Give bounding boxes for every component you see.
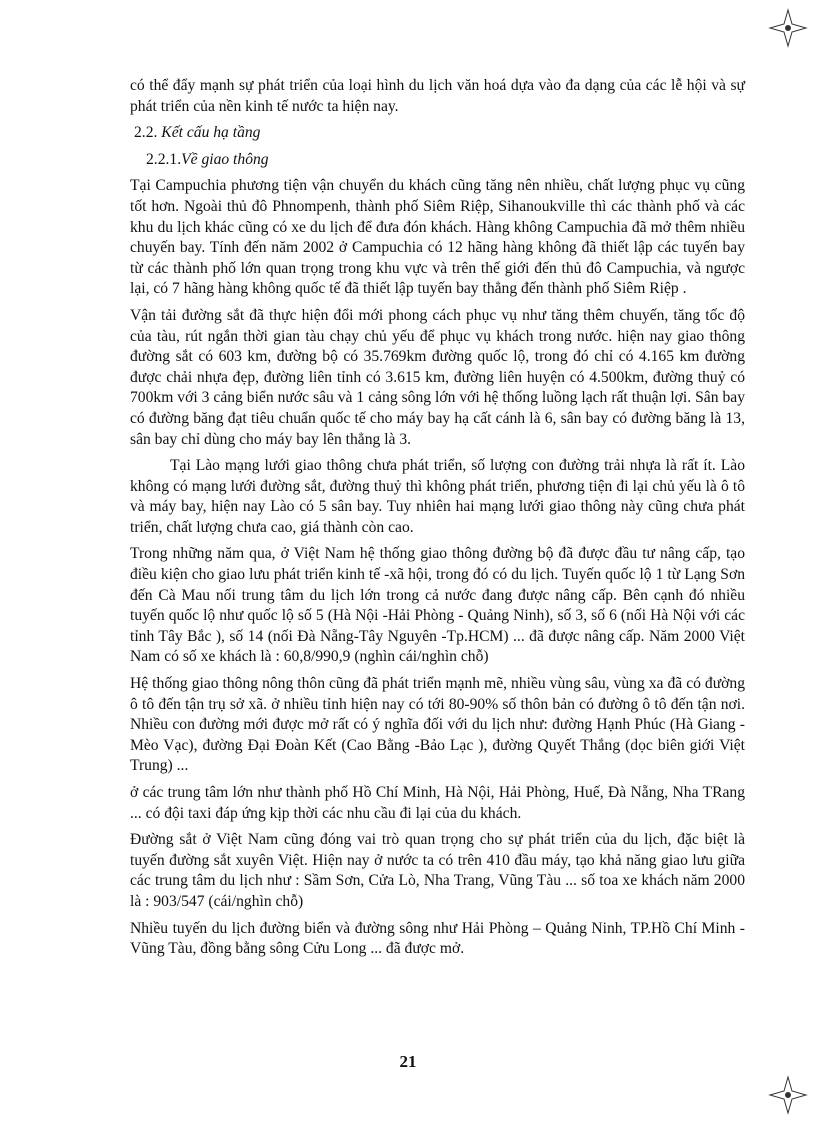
corner-crop-mark-icon (768, 8, 808, 48)
section-heading-2-2 (134, 123, 745, 144)
subsection-title: Về giao thông (181, 150, 269, 168)
section-number: 2.2. (134, 124, 158, 142)
subsection-heading-2-2-1 (146, 150, 745, 171)
paragraph: Tại Lào mạng lưới giao thông chưa phát triển, số lượng con đường trải nhựa là rất ít. Lào không có mạng lưới đường sắt, đường thuỷ thì không phát triển, phương tiện đi lại chủ yếu là ô tô và máy bay, hiện nay Lào có 5 sân bay. Tuy nhiên hai mạng lưới giao thông này cũng chưa phát triển, chất lượng chưa cao, giá thành còn cao. (130, 457, 745, 536)
paragraph: Vận tải đường sắt đã thực hiện đổi mới phong cách phục vụ như tăng thêm chuyến, tăng tốc độ của tàu, rút ngắn thời gian tàu chạy chủ yếu để phục vụ khách trong nước. hiện nay giao thông đường sắt có 603 km, đường bộ có 35.769km đường quốc lộ, trong đó chỉ có 4.165 km đường được chải nhựa đẹp, đường liên tỉnh có 3.615 km, đường liên huyện có 4.500km, đường thuỷ có 700km với 3 cảng biển nước sâu và 1 cảng sông lớn với hệ thống luồng lạch rất thuận lợi. Sân bay có đường băng đạt tiêu chuẩn quốc tế cho máy bay hạ cất cánh là 6, sân bay có đường băng là 13, sân bay chỉ dùng cho máy bay lên thẳng là 3. (130, 306, 745, 448)
corner-crop-mark-icon (768, 1075, 808, 1115)
section-title: Kết cấu hạ tầng (161, 124, 261, 142)
paragraph: Hệ thống giao thông nông thôn cũng đã phát triển mạnh mẽ, nhiều vùng sâu, vùng xa đã có đường ô tô đến tận trụ sở xã. ở nhiều tỉnh hiện nay có tới 80-90% số thôn bản có đường ô tô đến tận nơi. Nhiều con đường mới được mở rất có ý nghĩa đối với du lịch như: đường Hạnh Phúc (Hà Giang -Mèo Vạc), đường Đại Đoàn Kết (Cao Bằng -Bảo Lạc ), đường Quyết Thắng (dọc biên giới Việt Trung) ... (130, 675, 745, 775)
paragraph: Nhiều tuyến du lịch đường biển và đường sông như Hải Phòng – Quảng Ninh, TP.Hồ Chí Minh - Vũng Tàu, đồng bằng sông Cửu Long ... đã được mở. (130, 919, 745, 958)
paragraph: Tại Campuchia phương tiện vận chuyển du khách cũng tăng nên nhiều, chất lượng phục vụ cũng tốt hơn. Ngoài thủ đô Phnompenh, thành phố Siêm Riệp, Sihanoukville thì các thành phố và các khu du lịch khác cũng có xe du lịch để đưa đón khách. Hàng không Campuchia đã mở thêm nhiều chuyến bay. Tính đến năm 2002 ở Campuchia có 12 hãng hàng không đã thiết lập các tuyến bay từ các thành phố lớn quan trọng trong khu vực và trên thế giới đến thủ đô Campuchia, và ngược lại, có 7 hãng hàng không quốc tế đã thiết lập tuyến bay thẳng đến thành phố Siêm Riệp . (130, 177, 745, 298)
paragraph: Trong những năm qua, ở Việt Nam hệ thống giao thông đường bộ đã được đầu tư nâng cấp, tạo điều kiện cho giao lưu phát triển kinh tế -xã hội, trong đó có du lịch. Tuyến quốc lộ 1 từ Lạng Sơn đến Cà Mau nối trung tâm du lịch lớn trong cả nước đang được nâng cấp. Bên cạnh đó nhiều tuyến quốc lộ như quốc lộ số 5 (Hà Nội -Hải Phòng - Quảng Ninh), số 3, số 6 (nối Hà Nội với các tỉnh Tây Bắc ), số 14 (nối Đà Nẵng-Tây Nguyên -Tp.HCM) ... đã được nâng cấp. Năm 2000 Việt Nam có số xe khách là : 60,8/990,9 (nghìn cái/nghìn chỗ) (130, 545, 745, 666)
page-number: 21 (399, 1052, 417, 1071)
paragraph-continuation: có thể đẩy mạnh sự phát triển của loại hình du lịch văn hoá dựa vào đa dạng của các lễ hội và sự phát triển của nền kinh tế nước ta hiện nay. (130, 77, 745, 115)
paragraph: Đường sắt ở Việt Nam cũng đóng vai trò quan trọng cho sự phát triển của du lịch, đặc biệt là tuyến đường sắt xuyên Việt. Hiện nay ở nước ta có trên 410 đầu máy, tạo khả năng giao lưu giữa các trung tâm du lịch như : Sầm Sơn, Cửa Lò, Nha Trang, Vũng Tàu ... số toa xe khách năm 2000 là : 903/547 (cái/nghìn chỗ) (130, 831, 745, 910)
paragraph: ở các trung tâm lớn như thành phố Hồ Chí Minh, Hà Nội, Hải Phòng, Huế, Đà Nẵng, Nha TRang ... có đội taxi đáp ứng kịp thời các nhu cầu đi lại của du khách. (130, 784, 745, 822)
subsection-number: 2.2.1. (146, 150, 182, 168)
document-body (130, 76, 745, 966)
